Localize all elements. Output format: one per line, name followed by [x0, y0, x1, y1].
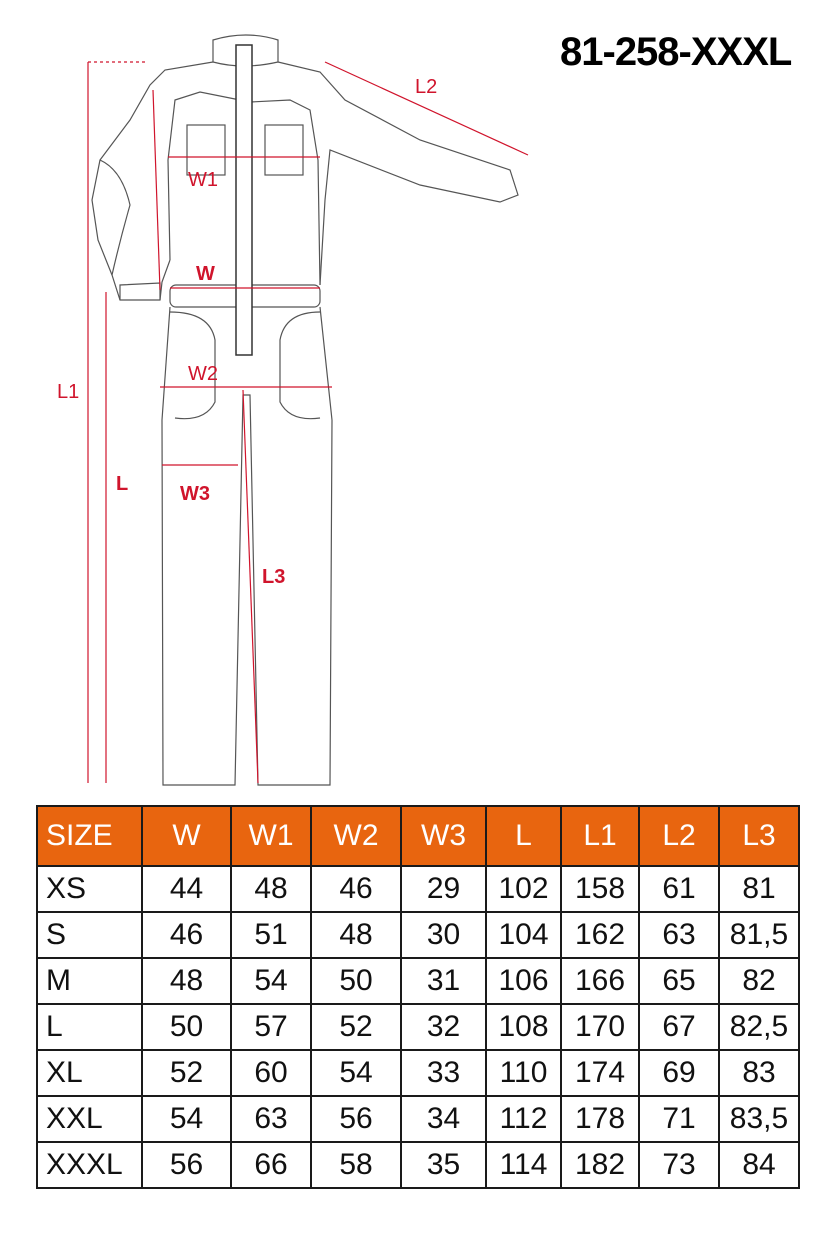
w3-label: W3 — [180, 483, 210, 505]
w2-label: W2 — [188, 363, 218, 385]
table-cell: 182 — [561, 1142, 639, 1188]
table-row — [37, 1004, 799, 1050]
table-cell: 57 — [231, 1004, 311, 1050]
table-cell: 166 — [561, 958, 639, 1004]
table-cell: 63 — [231, 1096, 311, 1142]
table-row — [37, 1096, 799, 1142]
table-cell: 52 — [311, 1004, 401, 1050]
table-cell: 114 — [486, 1142, 561, 1188]
dimension-lines — [88, 62, 528, 783]
header-w3: W3 — [401, 806, 486, 866]
table-cell: 84 — [719, 1142, 799, 1188]
table-cell: XL — [37, 1050, 142, 1096]
l3-label: L3 — [262, 566, 286, 588]
table-cell: 83 — [719, 1050, 799, 1096]
table-cell: 106 — [486, 958, 561, 1004]
table-cell: 63 — [639, 912, 719, 958]
header-w: W — [142, 806, 231, 866]
table-cell: 30 — [401, 912, 486, 958]
table-cell: 81 — [719, 866, 799, 912]
l1-label: L1 — [57, 381, 80, 403]
header-w2: W2 — [311, 806, 401, 866]
header-l: L — [486, 806, 561, 866]
table-cell: 82,5 — [719, 1004, 799, 1050]
table-cell: L — [37, 1004, 142, 1050]
table-cell: 44 — [142, 866, 231, 912]
w-label: W — [196, 263, 215, 285]
table-cell: 54 — [311, 1050, 401, 1096]
table-cell: 46 — [311, 866, 401, 912]
table-cell: 51 — [231, 912, 311, 958]
table-cell: 108 — [486, 1004, 561, 1050]
table-cell: 65 — [639, 958, 719, 1004]
table-cell: 35 — [401, 1142, 486, 1188]
l2-label: L2 — [415, 76, 438, 98]
table-cell: 52 — [142, 1050, 231, 1096]
table-cell: 48 — [231, 866, 311, 912]
table-cell: 33 — [401, 1050, 486, 1096]
table-cell: 32 — [401, 1004, 486, 1050]
product-code: 81-258-XXXL — [560, 30, 792, 74]
table-cell: 69 — [639, 1050, 719, 1096]
table-cell: 178 — [561, 1096, 639, 1142]
table-cell: 56 — [311, 1096, 401, 1142]
table-cell: 104 — [486, 912, 561, 958]
table-cell: 174 — [561, 1050, 639, 1096]
table-cell: XS — [37, 866, 142, 912]
table-cell: 60 — [231, 1050, 311, 1096]
table-cell: 54 — [231, 958, 311, 1004]
table-cell: 170 — [561, 1004, 639, 1050]
table-row — [37, 1050, 799, 1096]
w1-label: W1 — [188, 169, 218, 191]
table-cell: 48 — [142, 958, 231, 1004]
table-cell: M — [37, 958, 142, 1004]
table-cell: 58 — [311, 1142, 401, 1188]
table-cell: 162 — [561, 912, 639, 958]
table-cell: 29 — [401, 866, 486, 912]
header-l3: L3 — [719, 806, 799, 866]
table-cell: 67 — [639, 1004, 719, 1050]
size-table — [36, 805, 800, 1189]
table-cell: 50 — [311, 958, 401, 1004]
table-cell: XXL — [37, 1096, 142, 1142]
table-cell: S — [37, 912, 142, 958]
l-label: L — [116, 473, 129, 495]
table-cell: 56 — [142, 1142, 231, 1188]
table-cell: 54 — [142, 1096, 231, 1142]
table-cell: 71 — [639, 1096, 719, 1142]
table-cell: 102 — [486, 866, 561, 912]
l3-dimension-line — [243, 390, 258, 783]
table-cell: 82 — [719, 958, 799, 1004]
table-row — [37, 1142, 799, 1188]
table-cell: 73 — [639, 1142, 719, 1188]
header-size: SIZE — [37, 806, 142, 866]
table-cell: 31 — [401, 958, 486, 1004]
table-cell: 48 — [311, 912, 401, 958]
header-l1: L1 — [561, 806, 639, 866]
table-cell: 158 — [561, 866, 639, 912]
table-cell: XXXL — [37, 1142, 142, 1188]
table-cell: 66 — [231, 1142, 311, 1188]
table-row — [37, 912, 799, 958]
coverall-outline — [92, 35, 518, 785]
table-row — [37, 866, 799, 912]
header-l2: L2 — [639, 806, 719, 866]
table-row — [37, 958, 799, 1004]
table-cell: 81,5 — [719, 912, 799, 958]
table-cell: 50 — [142, 1004, 231, 1050]
table-cell: 34 — [401, 1096, 486, 1142]
table-cell: 46 — [142, 912, 231, 958]
table-cell: 61 — [639, 866, 719, 912]
table-cell: 83,5 — [719, 1096, 799, 1142]
size-table-header — [37, 806, 799, 866]
table-cell: 110 — [486, 1050, 561, 1096]
table-cell: 112 — [486, 1096, 561, 1142]
header-w1: W1 — [231, 806, 311, 866]
